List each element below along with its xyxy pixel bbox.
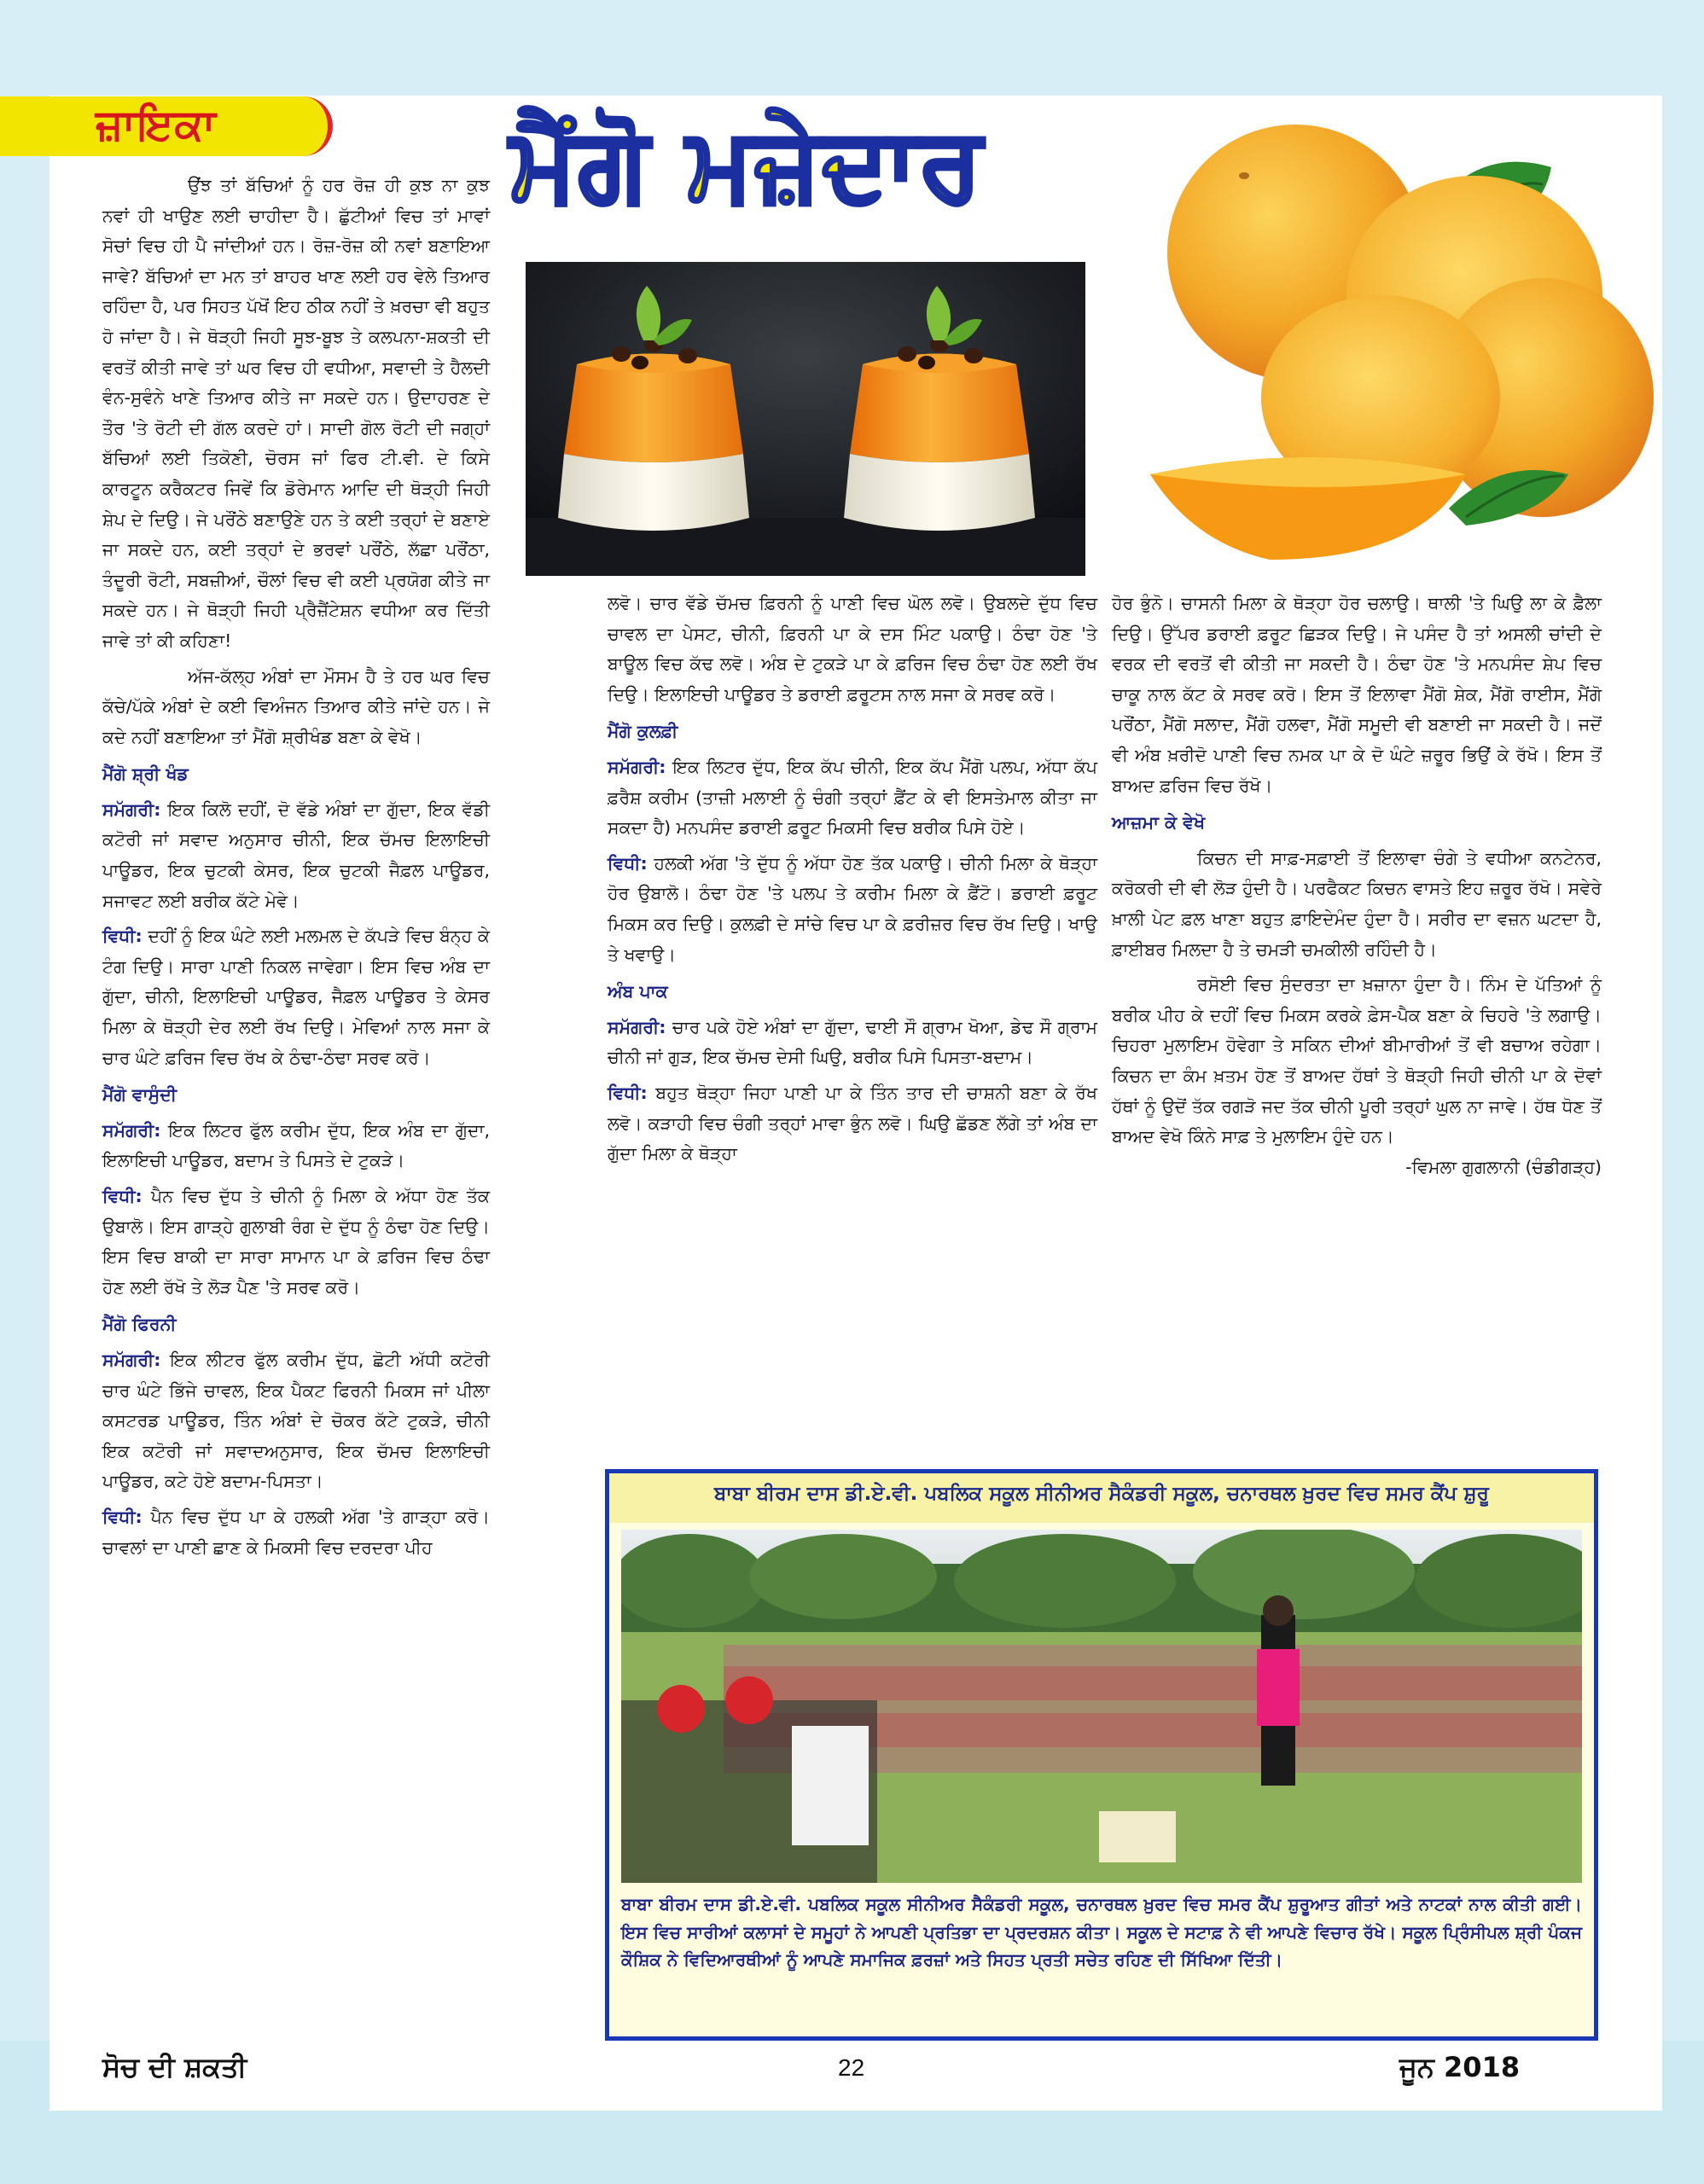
- right-margin-band: [1662, 0, 1704, 2184]
- tips-title: ਆਜ਼ਮਾ ਕੇ ਵੇਖੋ: [1112, 812, 1206, 834]
- ingredients-text: ਇਕ ਕਿਲੋ ਦਹੀਂ, ਦੋ ਵੱਡੇ ਅੰਬਾਂ ਦਾ ਗੁੱਦਾ, ਇਕ ਵੱਡੀ ਕਟੋਰੀ ਜਾਂ ਸਵਾਦ ਅਨੁਸਾਰ ਚੀਨੀ, ਇਕ ਚੱਮਚ ਇਲਾਇਚੀ ਪਾਊਡਰ, ਇਕ ਚੁਟਕੀ ਕੇਸਰ, ਇਕ ਚੁਟਕੀ ਜੈਫ਼ਲ ਪਾਊਡਰ, ਸਜਾਵਟ ਲਈ ਬਰੀਕ ਕੱਟੇ ਮੇਵੇ।: [102, 799, 490, 911]
- summer-camp-photo: [621, 1530, 1582, 1883]
- method-text: ਬਹੁਤ ਥੋੜ੍ਹਾ ਜਿਹਾ ਪਾਣੀ ਪਾ ਕੇ ਤਿੰਨ ਤਾਰ ਦੀ ਚਾਸ਼ਨੀ ਬਣਾ ਕੇ ਰੱਖ ਲਵੋ। ਕੜਾਹੀ ਵਿਚ ਚੰਗੀ ਤਰ੍ਹਾਂ ਮਾਵਾ ਭੁੰਨ ਲਵੋ। ਘਿਉ ਛੱਡਣ ਲੱਗੇ ਤਾਂ ਅੰਬ ਦਾ ਗੁੱਦਾ ਮਿਲਾ ਕੇ ਥੋੜ੍ਹਾ: [608, 1082, 1097, 1165]
- ingredients-paragraph: [102, 1345, 490, 1497]
- article-column-3: [1112, 589, 1602, 1182]
- recipe-title-mango-phirni: ਮੈਂਗੋ ਫਿਰਨੀ: [102, 1314, 177, 1335]
- article-column-1: [102, 171, 490, 1568]
- method-label: ਵਿਧੀ:: [102, 1186, 142, 1206]
- method-paragraph: [608, 849, 1097, 970]
- ingredients-text: ਚਾਰ ਪਕੇ ਹੋਏ ਅੰਬਾਂ ਦਾ ਗੁੱਦਾ, ਢਾਈ ਸੌ ਗ੍ਰਾਮ ਖੋਆ, ਡੇਢ ਸੌ ਗ੍ਰਾਮ ਚੀਨੀ ਜਾਂ ਗੁੜ, ਇਕ ਚੱਮਚ ਦੇਸੀ ਘਿਉ, ਬਰੀਕ ਪਿਸੇ ਪਿਸਤਾ-ਬਦਾਮ।: [608, 1016, 1097, 1068]
- article-headline: ਮੈਂਗੋ ਮਜ਼ੇਦਾਰ: [510, 105, 984, 223]
- tips-paragraph-2-text: ਰਸੋਈ ਵਿਚ ਸੁੰਦਰਤਾ ਦਾ ਖ਼ਜ਼ਾਨਾ ਹੁੰਦਾ ਹੈ। ਨਿੰਮ ਦੇ ਪੱਤਿਆਂ ਨੂੰ ਬਰੀਕ ਪੀਹ ਕੇ ਦਹੀਂ ਵਿਚ ਮਿਕਸ ਕਰਕੇ ਫ਼ੇਸ-ਪੈਕ ਬਣਾ ਕੇ ਚਿਹਰੇ 'ਤੇ ਲਗਾਉ। ਚਿਹਰਾ ਮੁਲਾਇਮ ਹੋਵੇਗਾ ਤੇ ਸਕਿਨ ਦੀਆਂ ਬੀਮਾਰੀਆਂ ਤੋਂ ਵੀ ਬਚਾਅ ਰਹੇਗਾ। ਕਿਚਨ ਦਾ ਕੰਮ ਖ਼ਤਮ ਹੋਣ ਤੋਂ ਬਾਅਦ ਹੱਥਾਂ ਤੇ ਥੋੜ੍ਹੀ ਜਿਹੀ ਚੀਨੀ ਪਾ ਕੇ ਦੋਵਾਂ ਹੱਥਾਂ ਨੂੰ ਉਦੋਂ ਤੱਕ ਰਗੜੋ ਜਦ ਤੱਕ ਚੀਨੀ ਪੂਰੀ ਤਰ੍ਹਾਂ ਘੁਲ ਨਾ ਜਾਵੇ। ਹੱਥ ਧੋਣ ਤੋਂ ਬਾਅਦ ਵੇਖੋ ਕਿੰਨੇ ਸਾਫ਼ ਤੇ ਮੁਲਾਇਮ ਹੁੰਦੇ ਹਨ।: [1112, 974, 1602, 1147]
- ingredients-label: ਸਮੱਗਰੀ:: [608, 756, 666, 777]
- method-paragraph: [102, 1182, 490, 1303]
- author-byline: -ਵਿਮਲਾ ਗੁਗਲਾਨੀ (ਚੰਡੀਗੜ੍ਹ): [1405, 1156, 1602, 1177]
- method-paragraph: [608, 1078, 1097, 1170]
- tips-paragraph-1: ਕਿਚਨ ਦੀ ਸਾਫ਼-ਸਫ਼ਾਈ ਤੋਂ ਇਲਾਵਾ ਚੰਗੇ ਤੇ ਵਧੀਆ ਕਨਟੇਨਰ, ਕਰੋਕਰੀ ਦੀ ਵੀ ਲੋੜ ਹੁੰਦੀ ਹੈ। ਪਰਫੈਕਟ ਕਿਚਨ ਵਾਸਤੇ ਇਹ ਜ਼ਰੂਰ ਰੱਖੋ। ਸਵੇਰੇ ਖ਼ਾਲੀ ਪੇਟ ਫ਼ਲ ਖਾਣਾ ਬਹੁਤ ਫ਼ਾਇਦੇਮੰਦ ਹੁੰਦਾ ਹੈ। ਸਰੀਰ ਦਾ ਵਜ਼ਨ ਘਟਦਾ ਹੈ, ਫ਼ਾਈਬਰ ਮਿਲਦਾ ਹੈ ਤੇ ਚਮੜੀ ਚਮਕੀਲੀ ਰਹਿੰਦੀ ਹੈ।: [1112, 847, 1602, 960]
- method-paragraph: [102, 921, 490, 1073]
- mango-pudding-illustration: [526, 262, 1085, 576]
- news-caption: ਬਾਬਾ ਬੀਰਮ ਦਾਸ ਡੀ.ਏ.ਵੀ. ਪਬਲਿਕ ਸਕੂਲ ਸੀਨੀਅਰ ਸੈਕੰਡਰੀ ਸਕੂਲ, ਚਨਾਰਥਲ ਖ਼ੁਰਦ ਵਿਚ ਸਮਰ ਕੈਂਪ ਸ਼ੁਰੂਆਤ ਗੀਤਾਂ ਅਤੇ ਨਾਟਕਾਂ ਨਾਲ ਕੀਤੀ ਗਈ। ਇਸ ਵਿਚ ਸਾਰੀਆਂ ਕਲਾਸਾਂ ਦੇ ਸਮੂਹਾਂ ਨੇ ਆਪਣੀ ਪ੍ਰਤਿਭਾ ਦਾ ਪ੍ਰਦਰਸ਼ਨ ਕੀਤਾ। ਸਕੂਲ ਦੇ ਸਟਾਫ਼ ਨੇ ਵੀ ਆਪਣੇ ਵਿਚਾਰ ਰੱਖੇ। ਸਕੂਲ ਪ੍ਰਿੰਸੀਪਲ ਸ਼੍ਰੀ ਪੰਕਜ ਕੌਸ਼ਿਕ ਨੇ ਵਿਦਿਆਰਥੀਆਂ ਨੂੰ ਆਪਣੇ ਸਮਾਜਿਕ ਫ਼ਰਜ਼ਾਂ ਅਤੇ ਸਿਹਤ ਪ੍ਰਤੀ ਸਚੇਤ ਰਹਿਣ ਦੀ ਸਿੱਖਿਆ ਦਿੱਤੀ।: [621, 1894, 1582, 1970]
- recipe-title-mango-kulfi: ਮੈਂਗੋ ਕੁਲਫ਼ੀ: [608, 721, 678, 742]
- method-text: ਹਲਕੀ ਅੱਗ 'ਤੇ ਦੁੱਧ ਨੂੰ ਅੱਧਾ ਹੋਣ ਤੱਕ ਪਕਾਉ। ਚੀਨੀ ਮਿਲਾ ਕੇ ਥੋੜ੍ਹਾ ਹੋਰ ਉਬਾਲੋ। ਠੰਢਾ ਹੋਣ 'ਤੇ ਪਲਪ ਤੇ ਕਰੀਮ ਮਿਲਾ ਕੇ ਫ਼ੈਂਟੋ। ਡਰਾਈ ਫ਼ਰੂਟ ਮਿਕਸ ਕਰ ਦਿਉ। ਕੁਲਫ਼ੀ ਦੇ ਸਾਂਚੇ ਵਿਚ ਪਾ ਕੇ ਫ਼ਰੀਜ਼ਰ ਵਿਚ ਰੱਖ ਦਿਉ। ਖਾਉ ਤੇ ਖਵਾਉ।: [608, 852, 1097, 965]
- method-text: ਪੈਨ ਵਿਚ ਦੁੱਧ ਪਾ ਕੇ ਹਲਕੀ ਅੱਗ 'ਤੇ ਗਾੜ੍ਹਾ ਕਰੋ। ਚਾਵਲਾਂ ਦਾ ਪਾਣੀ ਛਾਣ ਕੇ ਮਿਕਸੀ ਵਿਚ ਦਰਦਰਾ ਪੀਹ: [102, 1506, 490, 1558]
- ingredients-paragraph: [102, 795, 490, 916]
- ingredients-paragraph: [102, 1116, 490, 1176]
- ingredients-paragraph: [608, 752, 1097, 844]
- summer-camp-illustration: [621, 1530, 1582, 1883]
- recipe-title-mango-vasundi: ਮੈਂਗੋ ਵਾਸੁੰਦੀ: [102, 1084, 177, 1106]
- recipe-title-mango-shrikhand: ਮੈਂਗੋ ਸ਼੍ਰੀ ਖੰਡ: [102, 764, 189, 785]
- article-column-2: [608, 589, 1097, 1175]
- page-number: 22: [838, 2054, 865, 2081]
- method-label: ਵਿਧੀ:: [102, 1506, 142, 1527]
- ingredients-text: ਇਕ ਲਿਟਰ ਫੁੱਲ ਕਰੀਮ ਦੁੱਧ, ਇਕ ਅੰਬ ਦਾ ਗੁੱਦਾ, ਇਲਾਇਚੀ ਪਾਊਡਰ, ਬਦਾਮ ਤੇ ਪਿਸਤੇ ਦੇ ਟੁਕੜੇ।: [102, 1119, 490, 1171]
- ingredients-text: ਇਕ ਲੀਟਰ ਫੁੱਲ ਕਰੀਮ ਦੁੱਧ, ਛੋਟੀ ਅੱਧੀ ਕਟੋਰੀ ਚਾਰ ਘੰਟੇ ਭਿੱਜੇ ਚਾਵਲ, ਇਕ ਪੈਕਟ ਫਿਰਨੀ ਮਿਕਸ ਜਾਂ ਪੀਲਾ ਕਸਟਰਡ ਪਾਊਡਰ, ਤਿੰਨ ਅੰਬਾਂ ਦੇ ਚੋਕਰ ਕੱਟੇ ਟੁਕੜੇ, ਚੀਨੀ ਇਕ ਕਟੋਰੀ ਜਾਂ ਸਵਾਦਅਨੁਸਾਰ, ਇਕ ਚੱਮਚ ਇਲਾਇਚੀ ਪਾਊਡਰ, ਕਟੇ ਹੋਏ ਬਦਾਮ-ਪਿਸਤਾ।: [102, 1349, 490, 1492]
- method-label: ਵਿਧੀ:: [608, 852, 648, 874]
- magazine-name: ਸੋਚ ਦੀ ਸ਼ਕਤੀ: [102, 2051, 247, 2083]
- news-title: ਬਾਬਾ ਬੀਰਮ ਦਾਸ ਡੀ.ਏ.ਵੀ. ਪਬਲਿਕ ਸਕੂਲ ਸੀਨੀਅਰ ਸੈਕੰਡਰੀ ਸਕੂਲ, ਚਨਾਰਥਲ ਖ਼ੁਰਦ ਵਿਚ ਸਮਰ ਕੈਂਪ ਸ਼ੁਰੂ: [714, 1483, 1489, 1505]
- method-text: ਦਹੀਂ ਨੂੰ ਇਕ ਘੰਟੇ ਲਈ ਮਲਮਲ ਦੇ ਕੱਪੜੇ ਵਿਚ ਬੰਨ੍ਹ ਕੇ ਟੰਗ ਦਿਉ। ਸਾਰਾ ਪਾਣੀ ਨਿਕਲ ਜਾਵੇਗਾ। ਇਸ ਵਿਚ ਅੰਬ ਦਾ ਗੁੱਦਾ, ਚੀਨੀ, ਇਲਾਇਚੀ ਪਾਊਡਰ, ਜੈਫ਼ਲ ਪਾਊਡਰ ਤੇ ਕੇਸਰ ਮਿਲਾ ਕੇ ਥੋੜ੍ਹੀ ਦੇਰ ਲਈ ਰੱਖ ਦਿਉ। ਮੇਵਿਆਂ ਨਾਲ ਸਜਾ ਕੇ ਚਾਰ ਘੰਟੇ ਫ਼ਰਿਜ ਵਿਚ ਰੱਖ ਕੇ ਠੰਢਾ-ਠੰਢਾ ਸਰਵ ਕਰੋ।: [102, 926, 490, 1068]
- recipe-title-amb-pak: ਅੰਬ ਪਾਕ: [608, 981, 668, 1002]
- ingredients-paragraph: [608, 1013, 1097, 1073]
- tips-paragraph-2: [1112, 970, 1602, 1177]
- ingredients-label: ਸਮੱਗਰੀ:: [102, 1119, 161, 1141]
- intro-paragraph-2: ਅੱਜ-ਕੱਲ੍ਹ ਅੰਬਾਂ ਦਾ ਮੌਸਮ ਹੈ ਤੇ ਹਰ ਘਰ ਵਿਚ ਕੱਚੇ/ਪੱਕੇ ਅੰਬਾਂ ਦੇ ਕਈ ਵਿਅੰਜਨ ਤਿਆਰ ਕੀਤੇ ਜਾਂਦੇ ਹਨ। ਜੇ ਕਦੇ ਨਹੀਂ ਬਣਾਇਆ ਤਾਂ ਮੈਂਗੋ ਸ਼੍ਰੀਖੰਡ ਬਣਾ ਕੇ ਵੇਖੋ।: [102, 665, 490, 747]
- left-margin-band: [0, 0, 49, 2184]
- method-paragraph: [102, 1502, 490, 1563]
- top-margin-band: [0, 0, 1704, 96]
- continued-paragraph: ਹੋਰ ਭੁੰਨੋ। ਚਾਸਨੀ ਮਿਲਾ ਕੇ ਥੋੜ੍ਹਾ ਹੋਰ ਚਲਾਉ। ਥਾਲੀ 'ਤੇ ਘਿਉ ਲਾ ਕੇ ਫ਼ੈਲਾ ਦਿਉ। ਉੱਪਰ ਡਰਾਈ ਫ਼ਰੂਟ ਛਿੜਕ ਦਿਉ। ਜੇ ਪਸੰਦ ਹੈ ਤਾਂ ਅਸਲੀ ਚਾਂਦੀ ਦੇ ਵਰਕ ਦੀ ਵਰਤੋਂ ਵੀ ਕੀਤੀ ਜਾ ਸਕਦੀ ਹੈ। ਠੰਢਾ ਹੋਣ 'ਤੇ ਮਨਪਸੰਦ ਸ਼ੇਪ ਵਿਚ ਚਾਕੂ ਨਾਲ ਕੱਟ ਕੇ ਸਰਵ ਕਰੋ। ਇਸ ਤੋਂ ਇਲਾਵਾ ਮੈਂਗੋ ਸ਼ੇਕ, ਮੈਂਗੋ ਰਾਈਸ, ਮੈਂਗੋ ਪਰੌਂਠਾ, ਮੈਂਗੋ ਸਲਾਦ, ਮੈਂਗੋ ਹਲਵਾ, ਮੈਂਗੋ ਸਮੂਦੀ ਵੀ ਬਣਾਈ ਜਾ ਸਕਦੀ ਹੈ। ਜਦੋਂ ਵੀ ਅੰਬ ਖ਼ਰੀਦੋ ਪਾਣੀ ਵਿਚ ਨਮਕ ਪਾ ਕੇ ਦੋ ਘੰਟੇ ਜ਼ਰੂਰ ਭਿਉਂ ਕੇ ਰੱਖੋ। ਇਸ ਤੋਂ ਬਾਅਦ ਫ਼ਰਿਜ ਵਿਚ ਰੱਖੋ।: [1112, 593, 1602, 796]
- method-label: ਵਿਧੀ:: [608, 1082, 648, 1103]
- mangoes-illustration: [1142, 116, 1654, 577]
- method-text: ਪੈਨ ਵਿਚ ਦੁੱਧ ਤੇ ਚੀਨੀ ਨੂੰ ਮਿਲਾ ਕੇ ਅੱਧਾ ਹੋਣ ਤੱਕ ਉਬਾਲੋ। ਇਸ ਗਾੜ੍ਹੇ ਗੁਲਾਬੀ ਰੰਗ ਦੇ ਦੁੱਧ ਨੂੰ ਠੰਢਾ ਹੋਣ ਦਿਉ। ਇਸ ਵਿਚ ਬਾਕੀ ਦਾ ਸਾਰਾ ਸਾਮਾਨ ਪਾ ਕੇ ਫ਼ਰਿਜ ਵਿਚ ਠੰਢਾ ਹੋਣ ਲਈ ਰੱਖੋ ਤੇ ਲੋੜ ਪੈਣ 'ਤੇ ਸਰਵ ਕਰੋ।: [102, 1186, 490, 1298]
- issue-date: ਜੂਨ 2018: [1399, 2051, 1521, 2083]
- ingredients-label: ਸਮੱਗਰੀ:: [102, 1349, 161, 1370]
- continued-paragraph: ਲਵੋ। ਚਾਰ ਵੱਡੇ ਚੱਮਚ ਫ਼ਿਰਨੀ ਨੂੰ ਪਾਣੀ ਵਿਚ ਘੋਲ ਲਵੋ। ਉਬਲਦੇ ਦੁੱਧ ਵਿਚ ਚਾਵਲ ਦਾ ਪੇਸਟ, ਚੀਨੀ, ਫ਼ਿਰਨੀ ਪਾ ਕੇ ਦਸ ਮਿੰਟ ਪਕਾਉ। ਠੰਢਾ ਹੋਣ 'ਤੇ ਬਾਊਲ ਵਿਚ ਕੱਢ ਲਵੋ। ਅੰਬ ਦੇ ਟੁਕੜੇ ਪਾ ਕੇ ਫ਼ਰਿਜ ਵਿਚ ਠੰਢਾ ਹੋਣ ਲਈ ਰੱਖ ਦਿਉ। ਇਲਾਇਚੀ ਪਾਊਡਰ ਤੇ ਡਰਾਈ ਫ਼ਰੂਟਸ ਨਾਲ ਸਜਾ ਕੇ ਸਰਵ ਕਰੋ।: [608, 593, 1097, 705]
- ingredients-label: ਸਮੱਗਰੀ:: [608, 1016, 666, 1037]
- ingredients-label: ਸਮੱਗਰੀ:: [102, 799, 161, 820]
- section-tag-label: ਜ਼ਾਇਕਾ: [96, 100, 217, 149]
- ingredients-text: ਇਕ ਲਿਟਰ ਦੁੱਧ, ਇਕ ਕੱਪ ਚੀਨੀ, ਇਕ ਕੱਪ ਮੈਂਗੋ ਪਲਪ, ਅੱਧਾ ਕੱਪ ਫ਼ਰੈਸ਼ ਕਰੀਮ (ਤਾਜ਼ੀ ਮਲਾਈ ਨੂੰ ਚੰਗੀ ਤਰ੍ਹਾਂ ਫ਼ੈਂਟ ਕੇ ਵੀ ਇਸਤੇਮਾਲ ਕੀਤਾ ਜਾ ਸਕਦਾ ਹੈ) ਮਨਪਸੰਦ ਡਰਾਈ ਫ਼ਰੂਟ ਮਿਕਸੀ ਵਿਚ ਬਰੀਕ ਪਿਸੇ ਹੋਏ।: [608, 756, 1097, 839]
- mangoes-photo: [1142, 116, 1654, 577]
- method-label: ਵਿਧੀ:: [102, 926, 142, 947]
- intro-paragraph: ਉਂਝ ਤਾਂ ਬੱਚਿਆਂ ਨੂੰ ਹਰ ਰੋਜ਼ ਹੀ ਕੁਝ ਨਾ ਕੁਝ ਨਵਾਂ ਹੀ ਖਾਉਣ ਲਈ ਚਾਹੀਦਾ ਹੈ। ਛੁੱਟੀਆਂ ਵਿਚ ਤਾਂ ਮਾਵਾਂ ਸੋਚਾਂ ਵਿਚ ਹੀ ਪੈ ਜਾਂਦੀਆਂ ਹਨ। ਰੋਜ਼-ਰੋਜ਼ ਕੀ ਨਵਾਂ ਬਣਾਇਆ ਜਾਵੇ? ਬੱਚਿਆਂ ਦਾ ਮਨ ਤਾਂ ਬਾਹਰ ਖਾਣ ਲਈ ਹਰ ਵੇਲੇ ਤਿਆਰ ਰਹਿੰਦਾ ਹੈ, ਪਰ ਸਿਹਤ ਪੱਖੋਂ ਇਹ ਠੀਕ ਨਹੀਂ ਤੇ ਖ਼ਰਚਾ ਵੀ ਬਹੁਤ ਹੋ ਜਾਂਦਾ ਹੈ। ਜੇ ਥੋੜ੍ਹੀ ਜਿਹੀ ਸੂਝ-ਬੂਝ ਤੇ ਕਲਪਨਾ-ਸ਼ਕਤੀ ਦੀ ਵਰਤੋਂ ਕੀਤੀ ਜਾਵੇ ਤਾਂ ਘਰ ਵਿਚ ਹੀ ਵਧੀਆ, ਸਵਾਦੀ ਤੇ ਹੈਲਦੀ ਵੰਨ-ਸੁਵੰਨੇ ਖਾਣੇ ਤਿਆਰ ਕੀਤੇ ਜਾ ਸਕਦੇ ਹਨ। ਉਦਾਹਰਣ ਦੇ ਤੌਰ 'ਤੇ ਰੋਟੀ ਦੀ ਗੱਲ ਕਰਦੇ ਹਾਂ। ਸਾਦੀ ਗੋਲ ਰੋਟੀ ਦੀ ਜਗ੍ਹਾਂ ਬੱਚਿਆਂ ਲਈ ਤਿਕੋਣੀ, ਚੋਰਸ ਜਾਂ ਫਿਰ ਟੀ.ਵੀ. ਦੇ ਕਿਸੇ ਕਾਰਟੂਨ ਕਰੈਕਟਰ ਜਿਵੇਂ ਕਿ ਡੋਰੇਮਾਨ ਆਦਿ ਦੀ ਥੋੜ੍ਹੀ ਜਿਹੀ ਸ਼ੇਪ ਦੇ ਦਿਉ। ਜੇ ਪਰੌਂਠੇ ਬਣਾਉਣੇ ਹਨ ਤੇ ਕਈ ਤਰ੍ਹਾਂ ਦੇ ਬਣਾਏ ਜਾ ਸਕਦੇ ਹਨ, ਕਈ ਤਰ੍ਹਾਂ ਦੇ ਭਰਵਾਂ ਪਰੌਂਠੇ, ਲੱਛਾ ਪਰੌਂਠਾ, ਤੰਦੂਰੀ ਰੋਟੀ, ਸਬਜ਼ੀਆਂ, ਚੌਲਾਂ ਵਿਚ ਵੀ ਕਈ ਪ੍ਰਯੋਗ ਕੀਤੇ ਜਾ ਸਕਦੇ ਹਨ। ਜੇ ਥੋੜ੍ਹੀ ਜਿਹੀ ਪ੍ਰੈਜ਼ੈਂਟੇਸ਼ਨ ਵਧੀਆ ਕਰ ਦਿੱਤੀ ਜਾਵੇ ਤਾਂ ਕੀ ਕਹਿਣਾ!: [102, 175, 490, 651]
- mango-dessert-photo: [526, 262, 1085, 576]
